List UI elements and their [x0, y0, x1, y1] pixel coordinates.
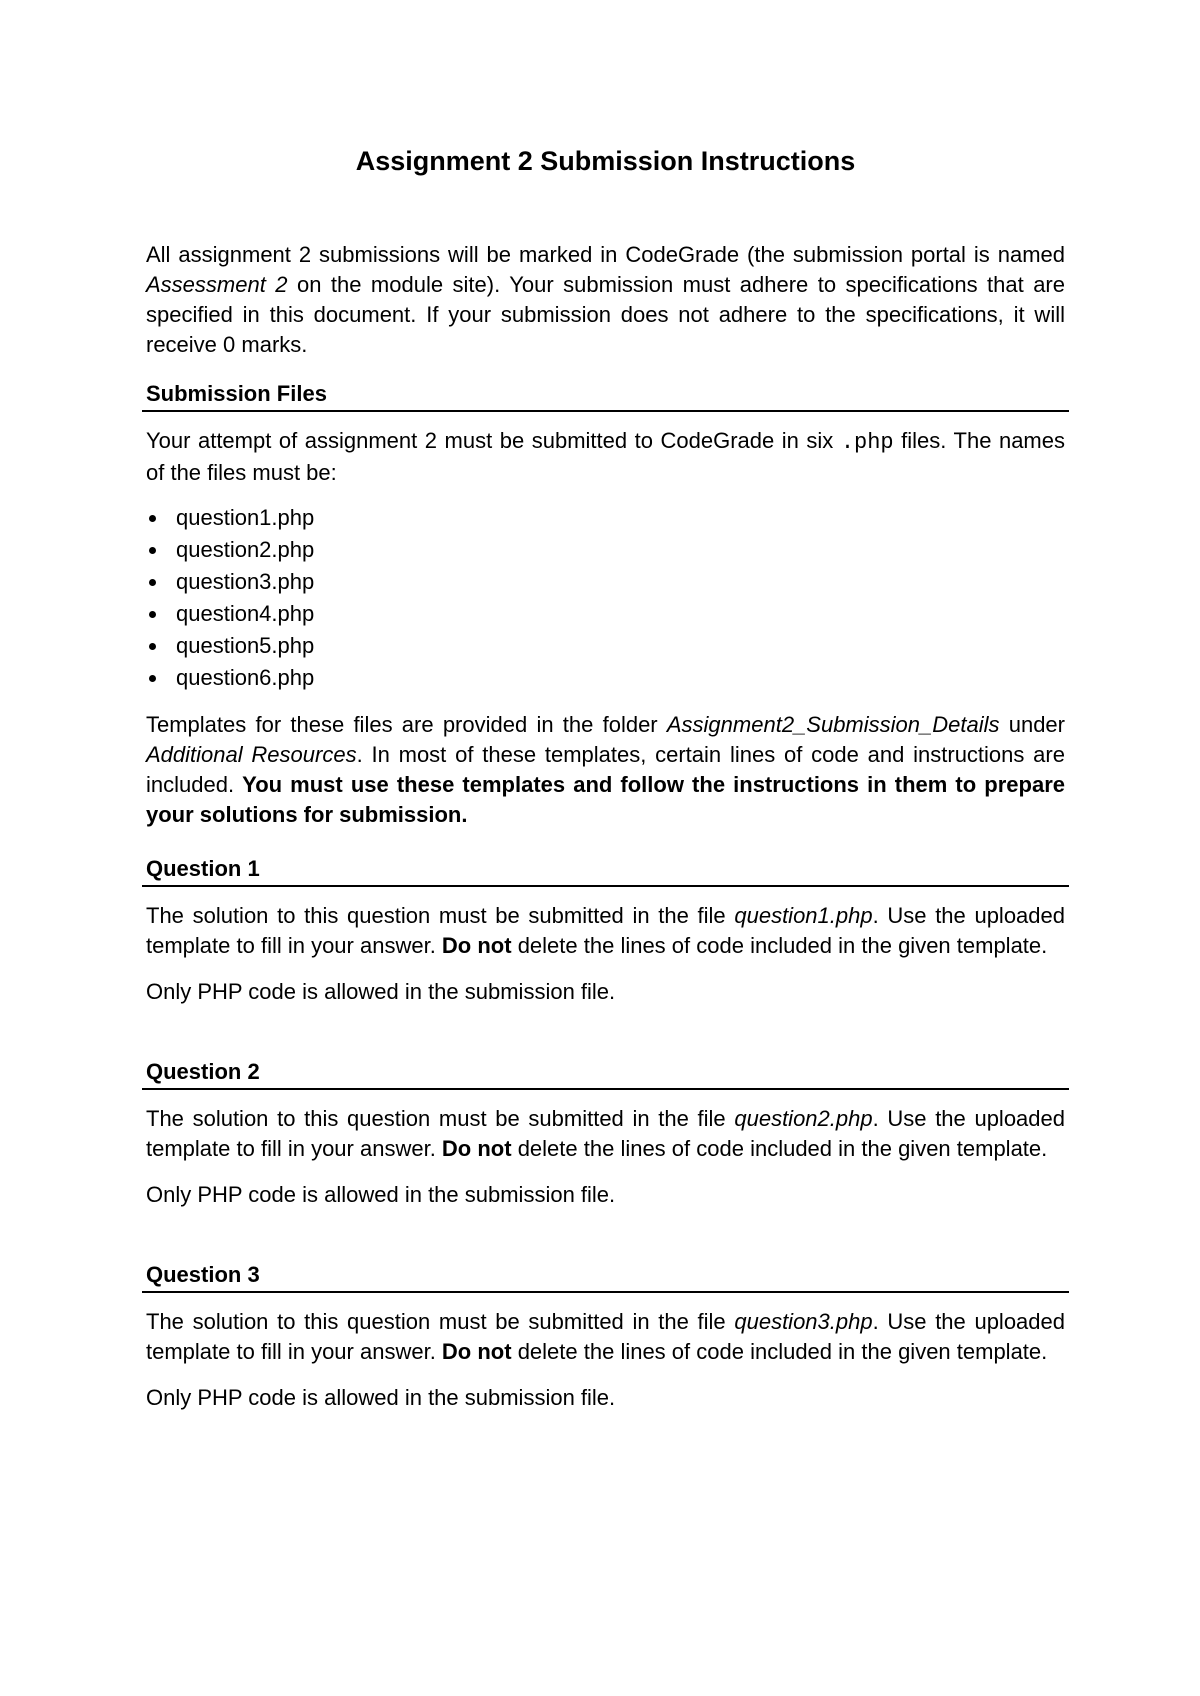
intro-section: [146, 240, 1065, 360]
question-1-file: question1.php: [734, 903, 873, 928]
list-item: question6.php: [146, 662, 1065, 694]
templates-requirement: You must use these templates and follow the instructions in them to prepare your solutions for submission.: [146, 772, 1066, 827]
question-3-section: [146, 1261, 1065, 1413]
list-item: question2.php: [146, 534, 1065, 566]
list-item: question4.php: [146, 598, 1065, 630]
question-2-heading: Question 2: [142, 1058, 1069, 1090]
portal-name: Assessment 2: [146, 272, 288, 297]
submission-files-section: [146, 380, 1065, 830]
question-2-section: [146, 1058, 1065, 1210]
question-1-section: [146, 855, 1065, 1007]
file-list: [146, 502, 1065, 694]
question-3-paragraph: The solution to this question must be submitted in the file question3.php. Use the uploaded template to fill in your answer. Do not delete the lines of code included in the given template.: [146, 1309, 1065, 1364]
question-3-file: question3.php: [734, 1309, 873, 1334]
resources-name: Additional Resources: [146, 742, 357, 767]
question-2-paragraph: The solution to this question must be submitted in the file question2.php. Use the uploaded template to fill in your answer. Do not delete the lines of code included in the given template.: [146, 1106, 1065, 1161]
php-extension: .php: [840, 430, 894, 455]
submission-files-heading: Submission Files: [142, 380, 1069, 412]
question-2-file: question2.php: [734, 1106, 873, 1131]
folder-name: Assignment2_Submission_Details: [666, 712, 1000, 737]
question-1-paragraph: The solution to this question must be submitted in the file question1.php. Use the uploaded template to fill in your answer. Do not delete the lines of code included in the given template.: [146, 903, 1065, 958]
page-title: Assignment 2 Submission Instructions: [355, 146, 856, 176]
list-item: question5.php: [146, 630, 1065, 662]
list-item: question3.php: [146, 566, 1065, 598]
intro-paragraph: All assignment 2 submissions will be marked in CodeGrade (the submission portal is named Assessment 2 on the module site). Your submission must adhere to specifications that are specified in this document. If your submission does not adhere to the specifications, it will receive 0 marks.: [146, 242, 1065, 357]
question-3-note: Only PHP code is allowed in the submission file.: [146, 1385, 616, 1410]
submission-files-paragraph: Your attempt of assignment 2 must be submitted to CodeGrade in six .php files. The names of the files must be:: [146, 428, 1065, 485]
question-1-heading: Question 1: [142, 855, 1069, 887]
question-2-note: Only PHP code is allowed in the submission file.: [146, 1182, 616, 1207]
templates-paragraph: Templates for these files are provided in the folder Assignment2_Submission_Details under Additional Resources. In most of these templates, certain lines of code and instructions are included. You must use these templates and follow the instructions in them to prepare your solutions for submission.: [146, 712, 1066, 827]
question-1-note: Only PHP code is allowed in the submission file.: [146, 979, 616, 1004]
question-3-heading: Question 3: [142, 1261, 1069, 1293]
list-item: question1.php: [146, 502, 1065, 534]
